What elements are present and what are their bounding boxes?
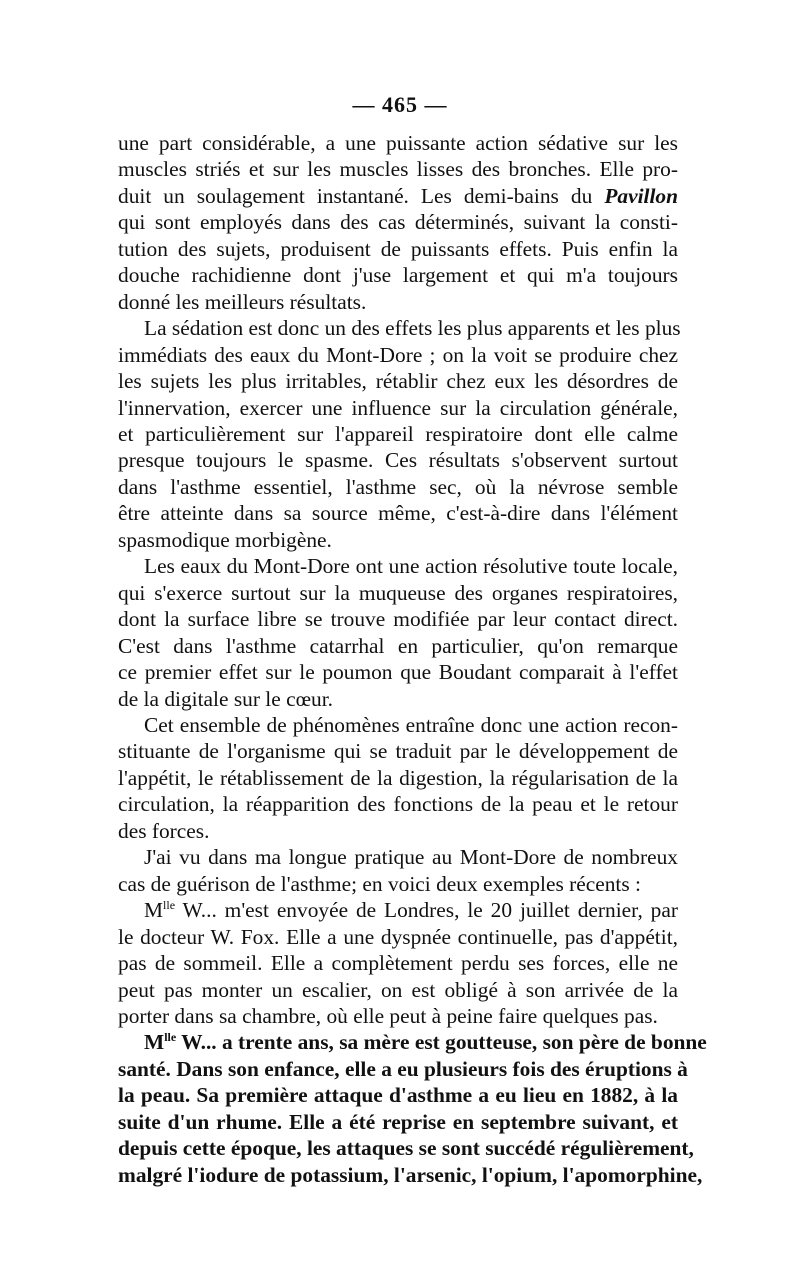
text-line: donné les meilleurs résultats. xyxy=(118,289,367,314)
mlle-abbrev: M xyxy=(144,898,164,923)
text-line: l'innervation, exercer une influence sur la circulation générale, xyxy=(118,395,678,420)
text-line: le docteur W. Fox. Elle a une dyspnée continuelle, pas d'appétit, xyxy=(118,924,678,949)
page-number: — 465 — xyxy=(352,92,448,117)
text-line: Cet ensemble de phénomènes entraîne donc une action recon- xyxy=(144,712,678,737)
text-line: pas de sommeil. Elle a complètement perdu ses forces, elle ne xyxy=(118,951,678,976)
text-line: immédiats des eaux du Mont-Dore ; on la voit se produire chez xyxy=(118,342,678,367)
text-line: J'ai vu dans ma longue pratique au Mont-Dore de nombreux xyxy=(144,845,678,870)
text-line: être atteinte dans sa source même, c'est-à-dire dans l'élément xyxy=(118,501,678,526)
text-line: santé. Dans son enfance, elle a eu plusieurs fois des éruptions à xyxy=(118,1056,688,1081)
text-line xyxy=(118,1029,707,1055)
text-line-rest: W... a trente ans, sa mère est goutteuse, son père de bonne xyxy=(176,1030,707,1055)
text-line: les sujets les plus irritables, rétablir chez eux les désordres de xyxy=(118,369,678,394)
text-line: cas de guérison de l'asthme; en voici deux exemples récents : xyxy=(118,871,641,896)
text-line-rest: W... m'est envoyée de Londres, le 20 juillet dernier, par xyxy=(175,898,678,923)
text-line: qui sont employés dans des cas déterminés, suivant la consti- xyxy=(118,210,678,235)
text-line: depuis cette époque, les attaques se sont succédé régulièrement, xyxy=(118,1136,694,1161)
text-line: douche rachidienne dont j'use largement et qui m'a toujours xyxy=(118,263,678,288)
pavillon-italic: Pavillon xyxy=(604,183,678,208)
text-line xyxy=(118,183,678,209)
text-line xyxy=(118,897,678,923)
body-text xyxy=(118,130,707,1188)
text-line: muscles striés et sur les muscles lisses des bronches. Elle pro- xyxy=(118,157,678,182)
text-line: peut pas monter un escalier, on est obligé à son arrivée de la xyxy=(118,977,678,1002)
text-line: dont la surface libre se trouve modifiée par leur contact direct. xyxy=(118,607,678,632)
mlle-superscript: lle xyxy=(163,898,176,913)
text-line: porter dans sa chambre, où elle peut à peine faire quelques pas. xyxy=(118,1003,658,1028)
text-line: des forces. xyxy=(118,818,210,843)
text-line: qui s'exerce surtout sur la muqueuse des organes respiratoires, xyxy=(118,580,678,605)
text-line: presque toujours le spasme. Ces résultats s'observent surtout xyxy=(118,448,678,473)
text-line: de la digitale sur le cœur. xyxy=(118,686,334,711)
mlle-abbrev: M xyxy=(144,1030,165,1055)
text-line: une part considérable, a une puissante action sédative sur les xyxy=(118,131,678,155)
text-line: l'appétit, le rétablissement de la digestion, la régularisation de la xyxy=(118,765,678,790)
text-line: La sédation est donc un des effets les plus apparents et les plus xyxy=(144,316,681,341)
text-line: circulation, la réapparition des fonctions de la peau et le retour xyxy=(118,792,678,817)
text-line: dans l'asthme essentiel, l'asthme sec, où la névrose semble xyxy=(118,474,678,499)
text-line: ce premier effet sur le poumon que Boudant comparait à l'effet xyxy=(118,660,678,685)
text-line: C'est dans l'asthme catarrhal en particulier, qu'on remarque xyxy=(118,633,678,658)
text-line: stituante de l'organisme qui se traduit par le développement de xyxy=(118,739,678,764)
text-line-start: duit un soulagement instantané. Les demi-bains du xyxy=(118,183,605,208)
text-line: spasmodique morbigène. xyxy=(118,527,332,552)
text-line: et particulièrement sur l'appareil respiratoire dont elle calme xyxy=(118,421,678,446)
text-line: malgré l'iodure de potassium, l'arsenic, l'opium, l'apomorphine, xyxy=(118,1162,703,1187)
text-line: suite d'un rhume. Elle a été reprise en septembre suivant, et xyxy=(118,1109,678,1134)
text-line: tution des sujets, produisent de puissants effets. Puis enfin la xyxy=(118,236,678,261)
text-line: la peau. Sa première attaque d'asthme a eu lieu en 1882, à la xyxy=(118,1083,678,1108)
text-line: Les eaux du Mont-Dore ont une action résolutive toute locale, xyxy=(144,554,678,579)
mlle-superscript: lle xyxy=(164,1030,177,1045)
